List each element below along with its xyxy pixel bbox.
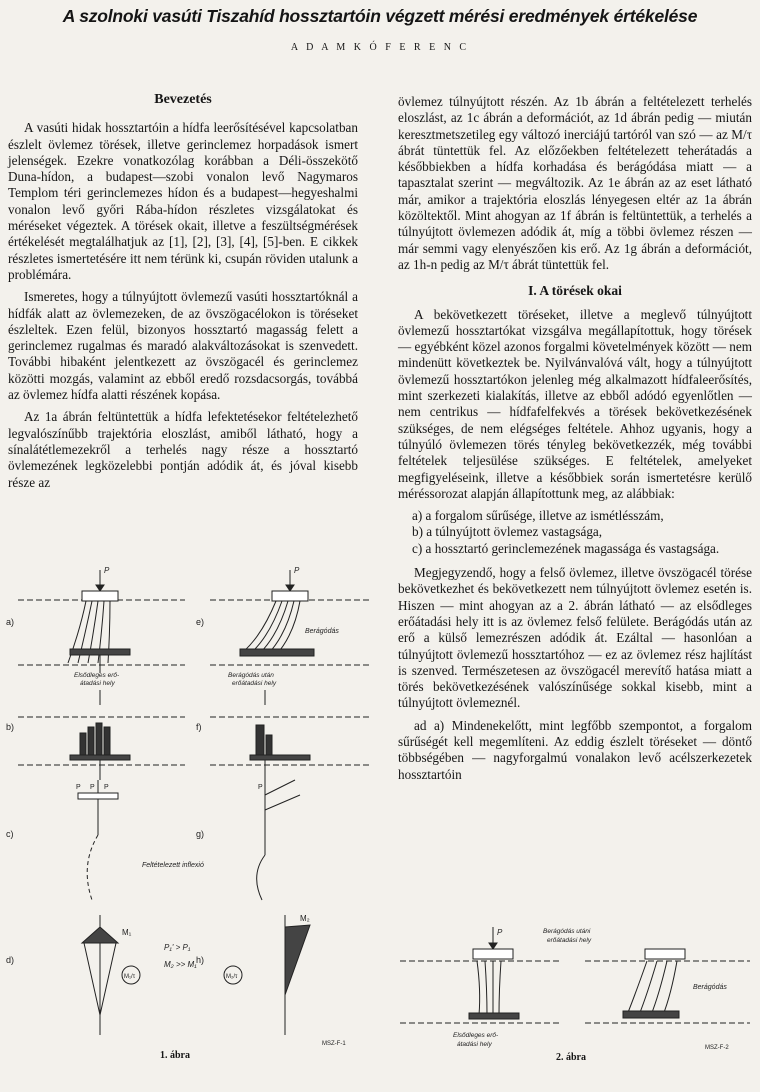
panel-e-beam [210,566,370,687]
svg-text:P: P [90,784,95,791]
svg-text:átadási hely: átadási hely [457,1041,492,1048]
svg-text:Elsődleges erő-: Elsődleges erő- [74,672,120,679]
list-item: b) a túlnyújtott övlemez vastagsága, [412,524,603,540]
panel-label: c) [6,829,14,839]
svg-text:M₁: M₁ [122,928,132,937]
list-item: a) a forgalom sűrűsége, illetve az ismétlésszám, [412,508,664,524]
svg-text:Berágódás: Berágódás [693,984,727,991]
paragraph: Megjegyzendő, hogy a felső övlemez, illetve övszögacél törése bekövetkezhet és bekövetkezett nem túlnyújtott övlemez esetén is. Hiszen — mint ahogyan az a 2. ábrán látható — az elsődleges erőátadási hely itt is az övlemez felső felülete. Berágódás után az erő a külső lemezrészen adódik át. Ezáltal — hasonlóan a túlnyújtott övlemezű hossztartóhoz — ez az övlemez rész hajlítást is szenved. Természetesen az övszögacél merevítő hatása miatt a törés bekövetkezésének valószínűsége sokkal kisebb, mint a túlnyújtott övlemeznél. [398,565,752,711]
figure-2-caption: 2. ábra [556,1052,586,1063]
right-column [398,94,752,789]
svg-text:erőátadási hely: erőátadási hely [547,937,592,944]
article-title: A szolnoki vasúti Tiszahíd hossztartóin végzett mérési eredmények értékelése [62,6,698,26]
paragraph: ad a) Mindenekelőtt, mint legfőbb szempontot, a forgalom sűrűségét kell megemlíteni. Az eddig észlelt töréseket — döntő többségében — nagyforgalmú vonalakon levő acélszerkezetek hossztartóin [398,717,752,782]
svg-text:P₁' > P₁: P₁' > P₁ [164,943,191,952]
panel-label: d) [6,955,15,965]
svg-text:M₂ >> M₁: M₂ >> M₁ [164,960,197,969]
svg-text:M₂: M₂ [300,914,310,923]
svg-text:MSZ-F-2: MSZ-F-2 [705,1045,729,1051]
panel-d-moment [82,915,197,1035]
svg-text:Berágódás: Berágódás [305,628,339,635]
svg-text:átadási hely: átadási hely [80,680,115,687]
panel-label: b) [6,722,15,732]
figure-2-left-beam [400,927,560,1048]
paragraph-continued: övlemez túlnyújtott részén. Az 1b ábrán a feltételezett terhelés eloszlást, az 1c ábrán a deformációt, az 1d ábrán pedig — miután keresztmetszetileg egy változó inerciájú tartóról van szó — az M/τ ábrát tüntettük fel. Az előzőekben feltételezett teherátadás a későbbiekben a hídfa korhadása és berágódása miatt — a tapasztalat szerint — megváltozik. Az 1e ábrán az az eset látható már, amikor a trajektória eloszlás lényegesen eltér az 1a ábrán közöltektől. Mint ahogyan az 1f ábrán is feltüntettük, a terhelés a túlnyújtott övlemezen adódik át, míg a többi övlemez részen — már semmi vagy elenyészően kis erő. Az 1g ábrán a deformációt, az 1h-n pedig az M/τ ábrát tüntettük fel. [398,94,752,272]
svg-text:P: P [104,566,110,575]
svg-text:P: P [76,784,81,791]
panel-b-load [18,690,185,780]
figure-2-right-beam [543,928,750,1051]
section-heading-causes: I. A törések okai [528,283,622,299]
figure-1-drawing [0,555,380,1075]
paragraph: A bekövetkezett töréseket, illetve a meglevő túlnyújtott övlemezű hossztartókat vizsgálva megállapítottuk, hogy törések — egyébként közel azonos forgalmi követelmények között — nem mindenütt következtek be. Nyilvánvalóvá vált, hogy a túlnyújtott övlemezű hossztartókon jelenleg még alkalmazott hídfaleerősítés, mint szerkezeti kialakítás, illetve az ebből adódó egyenlőtlen — nem centrikus — hídfafelfekvés a törések bekövetkezésének szükséges, de nem elégséges feltétele. Ahhoz ugyanis, hogy a túlnyúló övlemezen törés tényleg bekövetkezzék, még további feltételek teljesülése szükséges. E feltételek, amelyeket megfigyeléseink, illetve a későbbiek során ismertetésre kerülő méréssorozat alapján állapítottunk meg, az alábbiak: [398,306,752,501]
svg-text:Berágódás utáni: Berágódás utáni [543,928,591,935]
panel-f-load [210,690,370,780]
article-author: A D A M K Ó F E R E N C [290,42,470,53]
paragraph: A vasúti hidak hossztartóin a hídfa leerősítésével kapcsolatban észlelt övlemez törések, illetve gerinclemez horpadások ismert jelenségek. Ezekre vonatkozólag korábban a Déli-összekötő Duna-hídon, a budapest—szobi vonalon levő Nagymaros Templom téri gerinclemezes hídon és a budapest—hegyeshalmi vonalon levő győri Rába-hídon részletes vizsgálatokat és méréseket végeztek. A törések okait, illetve a feszültségmérések értékelését megtalálhatjuk az [1], [2], [3], [4], [5]-ben. E cikkek részletes ismertetésére itt nem térünk ki, csupán röviden utalunk a problémára. [8,120,358,282]
paragraph: Ismeretes, hogy a túlnyújtott övlemezű vasúti hossztartóknál a hídfák alatt az övlemezeken, de az övszögacélokon is töréseket észleltek. Ezen felül, bizonyos hossztartó magasság felett a gerinclemez rugalmas és maradó alakváltozásokat is szenvedett. További hibaként jelentkezett az övszögacél és gerinclemez közötti mozgás, valamint az ebből eredő rozsdacsorgás, továbbá az övlemez hídfa alatti részének kopása. [8,289,358,403]
panel-label: g) [196,829,205,839]
svg-text:erőátadási hely: erőátadási hely [232,680,277,687]
panel-a-beam [18,566,185,687]
left-column [8,92,358,497]
section-heading-intro: Bevezetés [154,92,212,107]
paragraph: Az 1a ábrán feltüntettük a hídfa lefektetésekor feltételezhető legvalószínűbb trajektória eloszlást, amiből látható, hogy a sínalátétlemezekről a terhelés nagy része a hossztartó övlemezének legközelebbi pontján adódik át, és jóval kisebb része az [8,409,358,490]
svg-text:Berágódás után: Berágódás után [228,672,274,679]
figure-2-drawing [395,925,755,1055]
svg-text:P: P [294,566,300,575]
panel-c-deformation [76,780,204,900]
figure-1-caption: 1. ábra [160,1050,190,1061]
svg-text:M₁/τ: M₁/τ [124,974,136,980]
panel-label: f) [196,722,202,732]
panel-h-moment [224,914,346,1047]
svg-text:P: P [258,784,263,791]
svg-text:MSZ-F-1: MSZ-F-1 [322,1041,346,1047]
panel-label: h) [196,955,205,965]
panel-g-deformation [257,780,300,900]
svg-text:Feltételezett inflexió: Feltételezett inflexió [142,862,204,869]
svg-text:Elsődleges erő-: Elsődleges erő- [453,1032,499,1039]
panel-label: e) [196,617,205,627]
panel-label: a) [6,617,15,627]
conditions-list [398,508,752,557]
svg-text:P: P [497,928,503,937]
svg-text:P: P [104,784,109,791]
list-item: c) a hossztartó gerinclemezének magassága és vastagsága. [412,540,720,556]
svg-text:M₂/τ: M₂/τ [226,974,238,980]
